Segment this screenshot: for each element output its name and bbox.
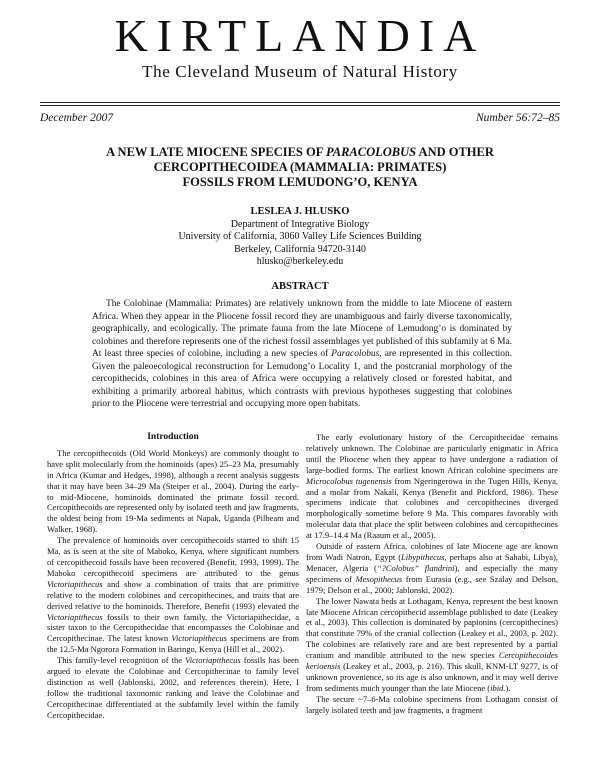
author-name: LESLEA J. HLUSKO [250, 206, 350, 217]
section-heading-introduction: Introduction [147, 432, 199, 442]
body-column-left [47, 432, 299, 721]
author-email: hlusko@berkeley.edu [256, 256, 344, 267]
body-paragraph: This family-level recognition of the Victoriapithecus fossils has been argued to elevate the Colobinae and Cercopithecinae to family level distinction as well (Jablonski, 2002, and references therein). Here, I follow the traditional taxonomic ranking and leave the Colobinae and Cercopithecinae differentiated at the subfamily level within the family Cercopithecidae. [47, 655, 299, 720]
body-paragraph: The early evolutionary history of the Cercopithecidae remains relatively unknown. The Colobinae are particularly enigmatic in Africa until the Pliocene when they appear to have undergone a radiation of large-bodied forms. The earliest known African colobine specimens are Microcolobus tugenensis from Ngeringerowa in the Tugen Hills, Kenya, and a molar from Nakali, Kenya (Benefit and Pickford, 1986). These specimens indicate that colobines and cercopithecines diverged morphologically sometime before 9 Ma. This compares favorably with molecular data that place the split between colobines and cercopithecines at 17.9–14.4 Ma (Raaum et al., 2005). [306, 432, 558, 541]
affiliation-line: Berkeley, California 94720-3140 [234, 243, 366, 255]
masthead [0, 10, 600, 82]
publisher-name: The Cleveland Museum of Natural History [142, 62, 458, 81]
body-paragraph: The lower Nawata beds at Lothagam, Kenya, represent the best known late Miocene African cercopithecid assemblage published to date (Leakey et al., 2003). This collection is dominated by papionins (cercopithecines) that constitute 79% of the cranial collection (Leakey et al., 2003, p. 202). The colobines are relatively rare and are best represented by a partial cranium and mandible attributed to the new species Cercopithecoides kerioensis (Leakey et al., 2003, p. 216). This skull, KNM-LT 9277, is of unknown provenience, so its age is also unknown, and it may well derive from sediments much younger than the late Miocene (ibid.). [306, 595, 558, 693]
article-title [60, 145, 540, 190]
masthead-rule-top [40, 102, 560, 103]
abstract-heading: ABSTRACT [271, 281, 329, 292]
author-block [100, 206, 500, 269]
title-line-2: CERCOPITHECOIDEA (MAMMALIA: PRIMATES) [153, 160, 447, 174]
title-line-3: FOSSILS FROM LEMUDONG’O, KENYA [182, 175, 418, 189]
masthead-rule-bottom [40, 105, 560, 106]
abstract-text: The Colobinae (Mammalia: Primates) are relatively unknown from the middle to late Miocene of eastern Africa. When they appear in the Pliocene fossil record they are unambiguous and fairly diverse taxonomically, geographically, and ecologically. The primate fauna from the late Miocene of Lemudong’o is dominated by colobines and therefore represents one of the richest fossil assemblages yet published of this subfamily at 6 Ma. At least three species of colobine, including a new species of Paracolobus, are represented in this collection. Given the paleoecological reconstruction for Lemudong’o Locality 1, and the postcranial morphology of the cercopithecids, colobines in this area of Africa were occupying a relatively closed or forested habitat, and exhibiting a primarily arboreal habitus, which contrasts with previous hypotheses suggesting that colobines prior to the Pliocene were terrestrial and occupying more open habitats. [92, 299, 513, 409]
body-paragraph: The secure ~7–6-Ma colobine specimens from Lothagam consist of largely isolated teeth and jaw fragments, a fragment [306, 693, 558, 715]
issue-date: December 2007 [40, 112, 114, 124]
title-line-1: A NEW LATE MIOCENE SPECIES OF PARACOLOBUS AND OTHER [106, 145, 494, 159]
body-column-right [306, 432, 558, 716]
journal-title: KIRTLANDIA [114, 10, 486, 61]
issue-number: Number 56:72–85 [475, 112, 560, 124]
affiliation-line: Department of Integrative Biology [230, 218, 370, 230]
body-paragraph: The prevalence of hominoids over cercopithecoids started to shift 15 Ma, as is seen at the site of Maboko, Kenya, where significant numbers of cercopithecoid fossils have been recovered (Benefit, 1993, 1999). The Maboko cercopithecoid specimens are attributed to the genus Victoriapithecus and show a combination of traits that are primitive relative to the modern colobines and cercopithecines, and traits that are derived relative to the hominoids. Therefore, Benefit (1993) elevated the Victoriapithecus fossils to their own family, the Victoriapithecidae, a sister taxon to the Cercopithecidae that encompasses the Colobinae and Cercopithecinae. The latest known Victoriapithecus specimens are from the 12.5-Ma Ngorora Formation in Baringo, Kenya (Hill et al., 2002). [47, 535, 299, 655]
body-paragraph: The cercopithecoids (Old World Monkeys) are commonly thought to have split molecularly from the hominoids (apes) 25–23 Ma, presumably in Africa (Kumar and Hedges, 1998), although a recent analysis suggests that it may have been 34–29 Ma (Steiper et al., 2004). During the early- to mid-Miocene, hominoids dominated the primate fossil record. Cercopithecoids are represented only by isolated teeth and jaw fragments, the oldest being from 19-Ma sediments at Napak, Uganda (Pilbeam and Walker, 1968). [47, 447, 299, 535]
body-paragraph: Outside of eastern Africa, colobines of late Miocene age are known from Wadi Natron, Egypt (Libypithecus, perhaps also at Sahabi, Libya), Menacer, Algeria (“?Colobus” flandrini), and especially the many specimens of Mesopithecus from Eurasia (e.g., see Szalay and Delson, 1979; Delson et al., 2000; Jablonski, 2002). [306, 541, 558, 595]
affiliation-line: University of California, 3060 Valley Life Sciences Building [178, 231, 422, 242]
